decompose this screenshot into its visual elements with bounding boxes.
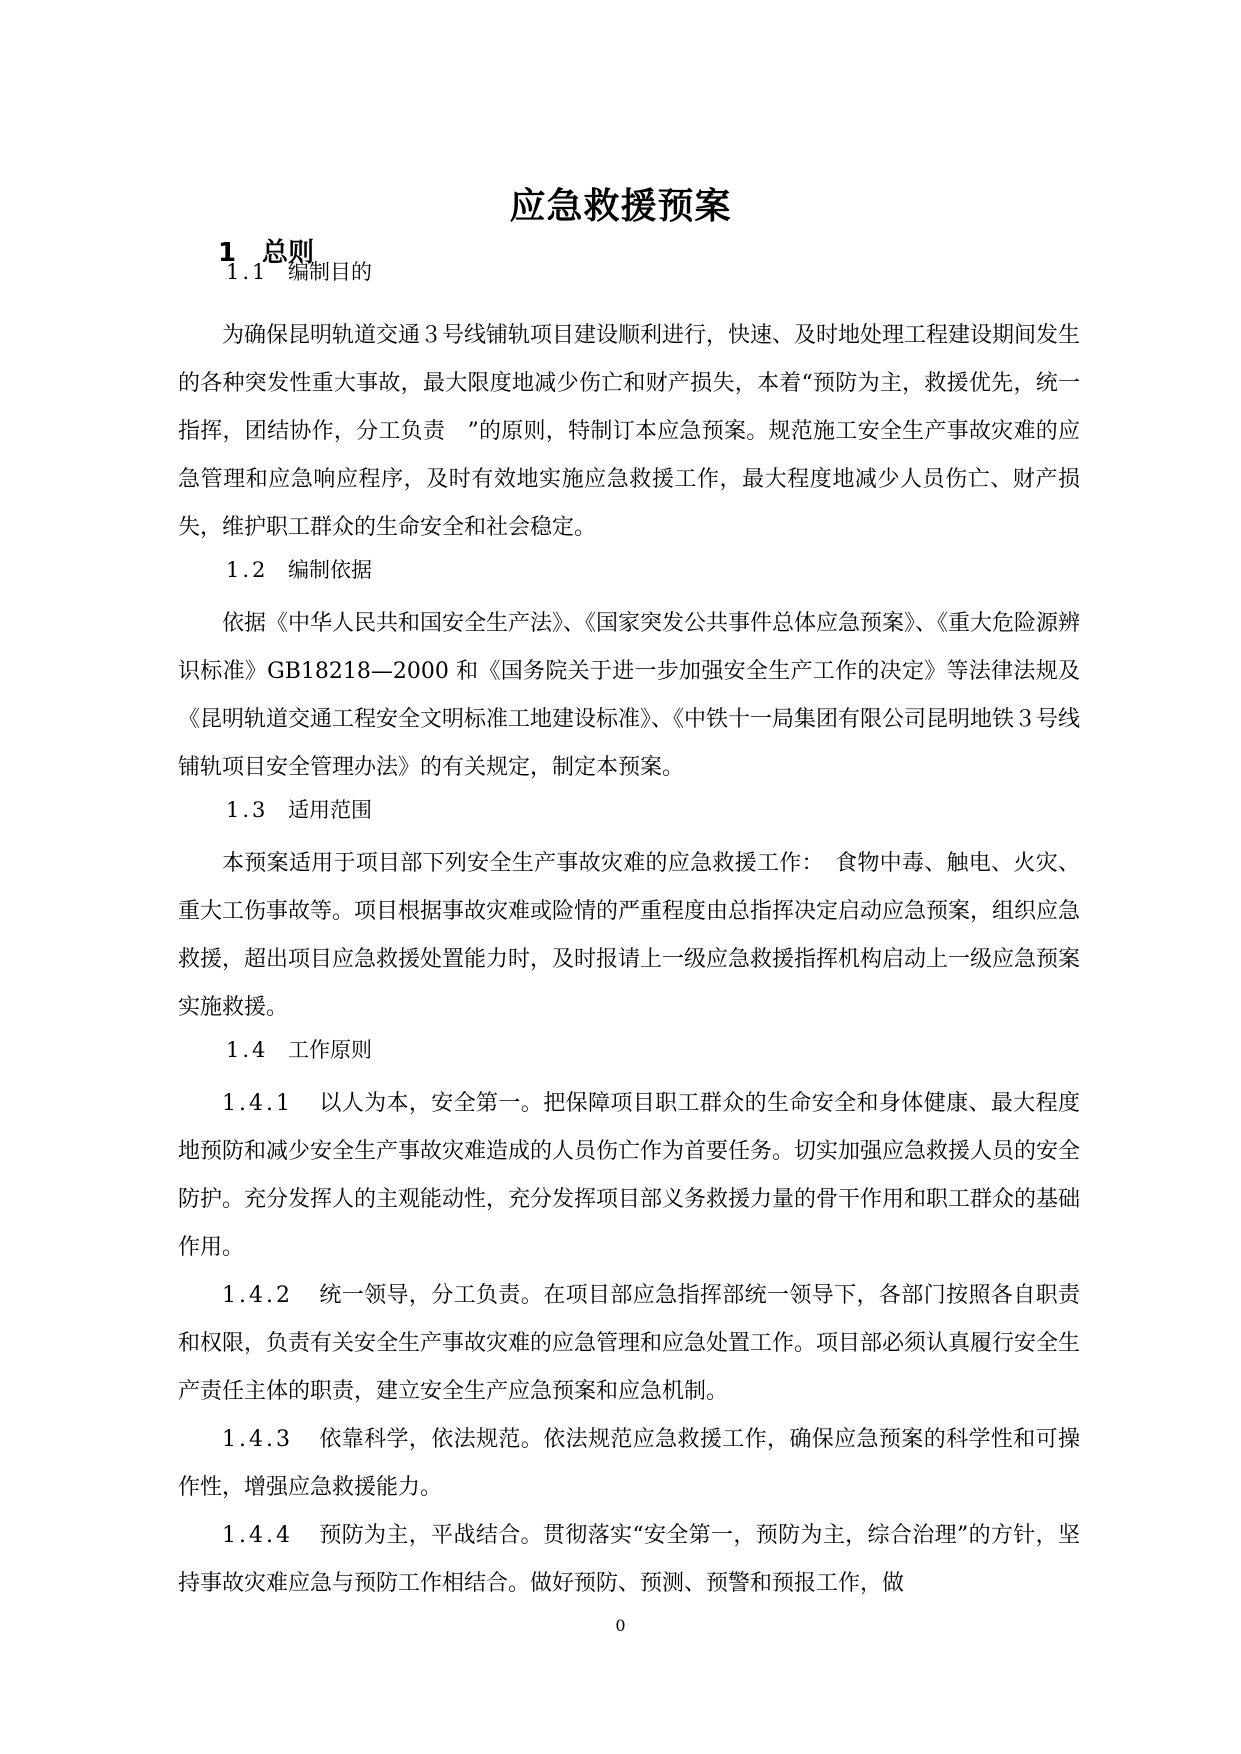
subsection-number: 1.4 [226, 1038, 269, 1062]
paragraph-1-1: 为确保昆明轨道交通３号线铺轨项目建设顺利进行，快速、及时地处理工程建设期间发生的各种突发性重大事故，最大限度地减少伤亡和财产损失，本着“预防为主，救援优先，统一指挥，团结协作，分工负责 ”的原则，特制订本应急预案。规范施工安全生产事故灾难的应急管理和应急响应程序，及时有效地实施应急救援工作，最大程度地减少人员伤亡、财产损失，维护职工群众的生命安全和社会稳定。 [178, 323, 1081, 540]
item-number: 1.4.2 [222, 1283, 293, 1308]
subsection-heading-1-1 [226, 256, 372, 286]
item-body: 以人为本，安全第一。把保障项目职工群众的生命安全和身体健康、最大程度地预防和减少安全生产事故灾难造成的人员伤亡作为首要任务。切实加强应急救援人员的安全防护。充分发挥人的主观能动性，充分发挥项目部义务救援力量的骨干作用和职工群众的基础作用。 [178, 1091, 1081, 1260]
paragraph-1-4-2 [178, 1272, 1080, 1416]
paragraph-1-2: 依据《中华人民共和国安全生产法》、《国家突发公共事件总体应急预案》、《重大危险源辨识标准》GB18218—2000 和《国务院关于进一步加强安全生产工作的决定》等法律法规及《昆明轨道交通工程安全文明标准工地建设标准》、《中铁十一局集团有限公司昆明地铁３号线铺轨项目安全管理办法》的有关规定，制定本预案。 [178, 611, 1081, 780]
item-number: 1.4.3 [222, 1427, 293, 1452]
section-title: 总则 [262, 238, 315, 268]
paragraph-1-4-3 [178, 1416, 1080, 1512]
paragraph-1-4-4 [178, 1512, 1080, 1608]
subsection-title: 编制目的 [288, 260, 372, 284]
paragraph-1-4-1 [178, 1080, 1080, 1272]
item-body: 统一领导，分工负责。在项目部应急指挥部统一领导下，各部门按照各自职责和权限，负责有关安全生产事故灾难的应急管理和应急处置工作。项目部必须认真履行安全生产责任主体的职责，建立安全生产应急预案和应急机制。 [178, 1283, 1081, 1404]
item-body: 依靠科学，依法规范。依法规范应急救援工作，确保应急预案的科学性和可操作性，增强应急救援能力。 [178, 1427, 1080, 1500]
subsection-heading-1-3 [226, 794, 372, 824]
subsection-title: 适用范围 [288, 798, 372, 822]
subsection-title: 工作原则 [288, 1038, 372, 1062]
section-number: 1 [218, 238, 237, 268]
item-number: 1.4.1 [222, 1091, 293, 1116]
item-body: 预防为主，平战结合。贯彻落实“安全第一，预防为主，综合治理”的方针，坚持事故灾难应急与预防工作相结合。做好预防、预测、预警和预报工作，做 [178, 1523, 1080, 1596]
page-number: 0 [615, 1616, 626, 1635]
item-number: 1.4.4 [222, 1523, 293, 1548]
subsection-number: 1.3 [226, 798, 269, 822]
subsection-title: 编制依据 [288, 558, 372, 582]
subsection-number: 1.1 [226, 260, 269, 284]
subsection-heading-1-2 [226, 554, 372, 584]
subsection-number: 1.2 [226, 558, 269, 582]
subsection-heading-1-4 [226, 1034, 372, 1064]
document-title: 应急救援预案 [509, 186, 732, 227]
paragraph-1-3: 本预案适用于项目部下列安全生产事故灾难的应急救援工作： 食物中毒、触电、火灾、重大工伤事故等。项目根据事故灾难或险情的严重程度由总指挥决定启动应急预案，组织应急救援，超出项目应急救援处置能力时，及时报请上一级应急救援指挥机构启动上一级应急预案实施救援。 [178, 851, 1081, 1020]
